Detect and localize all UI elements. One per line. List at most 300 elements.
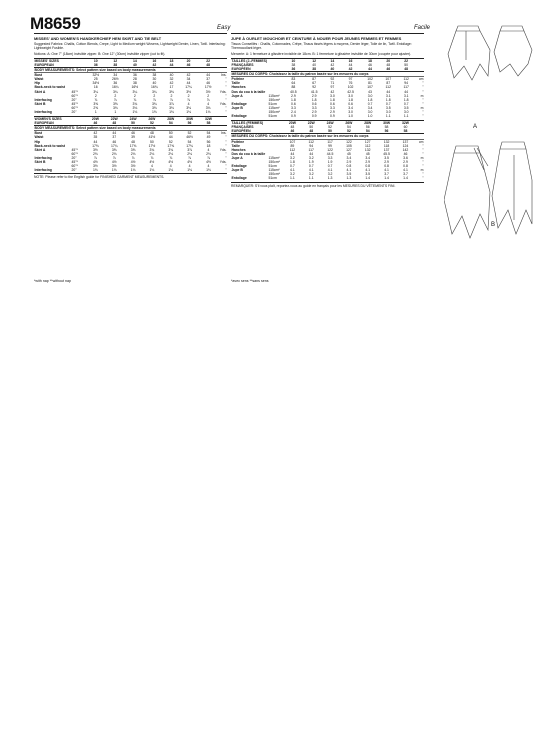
measurement-cell: 4 [207, 147, 210, 152]
unit-cell: " [225, 143, 227, 148]
measurement-cell: 17½ [148, 143, 156, 148]
skirt-b-front-drawing [444, 146, 490, 238]
measurement-cell: 46 [206, 81, 211, 86]
measurement-cell: 0.9 [330, 114, 335, 119]
row-sublabel: 45"* [71, 101, 78, 106]
measurement-cell: 2⅛ [187, 151, 192, 156]
row-label: Back-neck to waist [34, 85, 66, 90]
measurement-cell: 38 [132, 81, 137, 86]
measurement-cell: 25 [93, 77, 98, 82]
measurement-cell: 2 [114, 93, 117, 98]
size-header-cell: 22 [397, 58, 415, 63]
measurement-cell: 1.9 [308, 160, 314, 165]
measurement-cell: 4½ [187, 160, 192, 165]
measurement-cell: 3.5 [403, 105, 409, 110]
measurement-cell: 3¼ [152, 89, 157, 94]
unit-cell: " [225, 135, 227, 140]
measurement-cell: 3.0 [330, 93, 335, 98]
measurement-cell: 3⅛ [205, 105, 211, 110]
size-header-cell: 28W [358, 121, 377, 126]
measurement-cell: 36 [132, 73, 137, 78]
measurement-cell: 17¾ [186, 143, 193, 148]
measurement-cell: 44 [290, 151, 295, 156]
measurement-cell: 4½ [168, 160, 174, 165]
unit-cell: m [420, 105, 424, 110]
european-size-cell: 50 [124, 121, 143, 126]
measurement-cell: 2 [187, 93, 190, 98]
european-size-cell: 52 [142, 121, 161, 126]
french-size-cell: 52 [328, 125, 332, 130]
european-size-cell: 46 [86, 121, 105, 126]
measurement-row [34, 110, 227, 114]
size-header-cell: 32W [396, 121, 415, 126]
measurement-cell: 42 [169, 81, 174, 86]
measurement-cell: 2 [153, 93, 156, 98]
measurement-cell: 3½ [111, 164, 117, 169]
french-note: REMARQUER: S'il vous plaît, reportez-vous au guide en français pour les MESURES DU VÊTEMENTS FINI. [231, 182, 424, 188]
measurement-cell: 50 [168, 131, 173, 136]
european-size-cell: 42 [340, 67, 361, 72]
unit-cell: " [225, 97, 227, 102]
measurement-cell: 44 [168, 135, 173, 140]
measurement-cell: 97 [330, 85, 335, 90]
measurement-cell: 4 [207, 164, 210, 169]
measurement-cell: 3.2 [290, 155, 295, 160]
measurement-cell: 1.3 [327, 176, 333, 181]
row-label: Jupe B [231, 168, 243, 173]
unit-cell: " [225, 139, 227, 144]
measurement-cell: 112 [403, 77, 409, 82]
measurement-cell: 132 [383, 139, 390, 144]
european-size-cell: 56 [180, 121, 199, 126]
measurement-cell: 0.6 [330, 101, 335, 106]
french-size-cell: 48 [386, 62, 391, 67]
european-size-cell: 40 [325, 67, 341, 72]
measurement-cell: 45 [347, 151, 351, 156]
row-label: Hanches [231, 85, 246, 90]
measurement-cell: 54 [187, 139, 192, 144]
measurement-cell: 4.1 [384, 168, 389, 173]
european-size-cell: 44 [164, 63, 179, 68]
measurement-cell: 4½ [93, 160, 98, 165]
measurement-cell: 34½ [92, 81, 100, 86]
measurement-cell: 1.8 [367, 97, 373, 102]
measurement-cell: 0.8 [384, 164, 389, 169]
measurement-cell: 2⅛ [168, 151, 174, 156]
measurement-cell: 2.9 [384, 160, 389, 165]
english-title: MISSES' AND WOMEN'S HANDKERCHIEF HEM SKIRT AND TIE BELT [34, 36, 162, 41]
measurement-cell: 3½ [130, 164, 136, 169]
measurement-cell: 17⅜ [129, 143, 137, 148]
measurement-cell: 2⅛ [111, 151, 117, 156]
european-size-cell: 40 [125, 63, 145, 68]
unit-cell: " [225, 168, 227, 173]
measurement-cell: 3¾ [132, 101, 138, 106]
row-sublabel: 51cm [268, 164, 277, 169]
measurement-cell: 124 [402, 143, 409, 148]
measurement-cell: 40.5 [290, 89, 297, 94]
row-label: Waist [34, 77, 44, 82]
measurement-cell: 32½ [92, 73, 100, 78]
measurement-cell: 16½ [131, 85, 139, 90]
row-sublabel: 20" [71, 97, 77, 102]
measurement-cell: 3.5 [365, 172, 371, 177]
measurement-cell: 3⅝ [130, 147, 136, 152]
row-sublabel: 115cm* [268, 93, 280, 98]
measurement-cell: 67 [312, 81, 317, 86]
measurement-cell: 48 [131, 139, 135, 144]
measurement-cell: 0.8 [365, 164, 371, 169]
measurement-cell: 81 [368, 81, 372, 86]
measurement-cell: 3.1 [403, 93, 409, 98]
measurement-cell: 3.2 [327, 172, 333, 177]
measurement-cell: 127 [346, 147, 352, 152]
french-header [231, 25, 431, 34]
size-header-cell: 22W [302, 121, 321, 126]
measurement-cell: 3.5 [384, 155, 389, 160]
measurement-cell: 3⅛ [186, 105, 191, 110]
measurement-cell: 1.8 [403, 97, 409, 102]
skirt-illustrations [444, 20, 534, 280]
size-header-cell: 16 [340, 58, 361, 63]
measurement-cell: 45.5 [383, 151, 390, 156]
french-size-cell: 56 [365, 125, 370, 130]
unit-cell: " [225, 85, 227, 90]
size-header-cell: 20W [283, 121, 302, 126]
french-size-cell: 58 [384, 125, 389, 130]
measurement-cell: 0.7 [403, 101, 409, 106]
measurement-cell: 1.9 [327, 160, 333, 165]
size-header-cell: 18 [361, 58, 379, 63]
skirt-b-back-drawing [492, 142, 532, 234]
measurement-cell: 42 [186, 73, 191, 78]
measurement-cell: 3.0 [367, 93, 373, 98]
row-label: Bust [34, 131, 43, 136]
measurement-cell: 3¾ [168, 147, 174, 152]
size-header-cell: 10 [86, 58, 106, 63]
row-label: Taille [231, 81, 240, 86]
size-header-cell: 12 [304, 58, 325, 63]
women-size-table-fr [231, 120, 424, 180]
measurement-cell: 44 [309, 151, 314, 156]
measurement-cell: 0.8 [346, 164, 352, 169]
measurement-cell: 2⅝ [93, 105, 99, 110]
measurement-cell: 17¼ [185, 85, 192, 90]
european-size-cell: 58 [199, 121, 218, 126]
french-size-cell: 38 [291, 62, 296, 67]
unit-cell: " [422, 147, 424, 152]
row-label: Interfacing [34, 97, 52, 102]
measurement-cell: 2.9 [311, 110, 317, 115]
unit-cell: " [422, 101, 424, 106]
measurement-cell: 3.4 [365, 155, 371, 160]
measurement-cell: 1.8 [311, 97, 317, 102]
measurement-cell: 52 [168, 139, 173, 144]
measurement-cell: 46½ [186, 135, 193, 140]
measurement-cell: ⅞ [207, 155, 210, 160]
measurement-cell: 17½ [204, 85, 212, 90]
measurement-cell: 1⅛ [169, 110, 174, 115]
measurement-cell: 117 [327, 139, 333, 144]
measurement-cell: 1⅛ [111, 168, 117, 173]
measurement-cell: 94 [309, 143, 314, 148]
measurement-cell: 3½ [93, 164, 98, 169]
measurement-cell: 37 [206, 77, 211, 82]
measurement-cell: 26½ [111, 77, 119, 82]
measurement-cell: 1.8 [291, 97, 296, 102]
size-header-cell: 20 [379, 58, 397, 63]
measurement-cell: 99 [328, 143, 332, 148]
measurement-cell: 34 [186, 77, 191, 82]
row-sublabel: 51cm [268, 176, 277, 181]
unit-cell: " [422, 85, 424, 90]
row-sublabel: 150cm* [268, 160, 280, 165]
measurement-cell: 41.5 [310, 89, 318, 94]
measurement-cell: 2.9 [330, 110, 335, 115]
measurement-cell: 48 [150, 131, 154, 136]
row-label: Entoilage [231, 176, 247, 181]
measurement-cell: 3½ [186, 89, 191, 94]
european-size-cell: 56 [377, 129, 396, 134]
measurement-cell: 17⅝ [167, 143, 175, 148]
measurement-row [231, 114, 424, 118]
size-header-cell: 16 [145, 58, 165, 63]
measurement-cell: 3.5 [385, 105, 391, 110]
french-size-cell: 54 [347, 125, 351, 130]
measurement-cell: 4.1 [365, 168, 371, 173]
measurement-cell: 137 [402, 139, 409, 144]
unit-cell: cm [418, 77, 424, 82]
french-fabrics: Tissus Conseillés : Challis, Cotonnades, Crêpe, Tissus tissés légers à moyens, Denim léger, Toile de lin, Twill. Entoilage: Thermocollant léger. [231, 42, 412, 51]
european-size-label: EUROPÉEN [231, 129, 283, 134]
size-header-cell: 26W [142, 117, 161, 122]
row-label: Waist [34, 135, 44, 140]
french-title: JUPE À OURLET MOUCHOIR ET CEINTURE À NOUER POUR JEUNES FEMMES ET FEMMES [231, 36, 402, 41]
measurement-cell: 1⅛ [206, 168, 211, 173]
size-header-label: TAILLES (FEMMES) [231, 121, 283, 126]
measurement-cell: 0.7 [308, 164, 314, 169]
measurement-cell: 0.9 [311, 114, 317, 119]
measurement-cell: 1.8 [330, 97, 335, 102]
measurement-cell: 1⅛ [130, 168, 136, 173]
measurement-cell: 1.0 [367, 114, 373, 119]
measurement-cell: 102 [347, 85, 354, 90]
measurement-cell: 3⅛ [112, 105, 118, 110]
row-sublabel: 150cm* [268, 110, 280, 115]
size-header-label: WOMEN'S SIZES [34, 117, 86, 122]
french-size-cell: 46 [368, 62, 372, 67]
row-label: Skirt B [34, 160, 46, 165]
unit-cell: Ins. [221, 131, 227, 136]
row-label: Entoilage [231, 101, 247, 106]
measurement-cell: 1 [94, 110, 97, 115]
measurement-cell: 1.1 [290, 176, 295, 181]
unit-cell: " [225, 110, 227, 115]
difficulty-facile: Facile [414, 25, 431, 31]
measurement-cell: 4 [207, 101, 210, 106]
french-size-cell: 50 [404, 62, 409, 67]
size-header-cell: 14 [325, 58, 341, 63]
measurement-cell: 4 [150, 164, 153, 169]
english-fabrics: Suggested Fabrics: Challis, Cotton Blends, Crepe, Light to Medium weight Wovens, Lightweight Denim, Linen, Twill. Interfacing: Lightweight Fusible. [34, 42, 226, 51]
european-size-cell: 42 [145, 63, 165, 68]
row-sublabel: 45"* [71, 147, 78, 152]
skirt-a-back-drawing [494, 26, 532, 76]
measurement-cell: 2 [207, 93, 210, 98]
measurement-cell: 0.7 [367, 101, 373, 106]
european-size-cell: 54 [161, 121, 180, 126]
measurement-row [231, 176, 424, 180]
skirt-line-drawings [444, 20, 534, 280]
measurement-cell: 3.0 [348, 110, 353, 115]
english-column [34, 25, 231, 180]
unit-cell: " [422, 164, 424, 169]
size-header-cell: 30W [180, 117, 199, 122]
measurement-cell: 122 [327, 147, 333, 152]
measurement-cell: 42 [330, 89, 335, 94]
european-size-cell: 46 [379, 67, 397, 72]
measurement-cell: 52 [187, 131, 192, 136]
measurement-cell: 3⅛ [132, 105, 138, 110]
french-size-label: FRANÇAISES [231, 62, 254, 67]
unit-cell: Ins. [221, 73, 227, 78]
size-header-cell: 30W [377, 121, 396, 126]
european-size-label: EUROPÉEN [231, 67, 283, 72]
row-label: Entoilage [231, 164, 247, 169]
women-size-table [34, 116, 227, 172]
measurement-cell: 1.8 [348, 97, 353, 102]
measurement-cell: 41½ [148, 135, 156, 140]
french-size-cell: 42 [330, 62, 335, 67]
european-size-cell: 58 [396, 129, 415, 134]
unit-cell: " [225, 155, 227, 160]
unit-cell: Yds. [219, 101, 227, 106]
measurement-cell: ⅞ [94, 97, 98, 102]
measurement-cell: 54 [206, 131, 211, 136]
measurement-cell: 40 [169, 73, 174, 78]
measurement-cell: 4½ [111, 160, 117, 165]
row-label: Skirt B [34, 101, 46, 106]
row-sublabel: 20" [71, 168, 77, 173]
row-label: Hip [34, 81, 40, 86]
measurement-cell: 44 [386, 89, 391, 94]
french-footnote: *avec sens **sans sens [231, 279, 269, 283]
row-label: Interfacing [34, 110, 52, 115]
unit-cell: " [422, 97, 424, 102]
measurement-cell: 3.0 [385, 110, 391, 115]
row-label: Interfacing [34, 155, 52, 160]
measurement-cell: 94 [404, 81, 409, 86]
european-size-cell: 36 [86, 63, 106, 68]
measurement-cell: 87 [386, 81, 391, 86]
row-sublabel: 60"* [71, 164, 78, 169]
unit-cell: " [422, 176, 424, 181]
measurement-cell: 1.4 [384, 176, 389, 181]
measurement-cell: 2⅛ [149, 151, 155, 156]
measurement-cell: 2.9 [311, 93, 317, 98]
measurement-cell: 89 [290, 143, 295, 148]
measurement-cell: 92 [330, 77, 335, 82]
measurement-cell: 3.3 [291, 105, 296, 110]
measurement-cell: 1.4 [365, 176, 371, 181]
unit-cell: " [225, 151, 227, 156]
measurement-cell: 1.8 [385, 97, 391, 102]
pattern-number: M8659 [30, 14, 81, 33]
unit-cell: m [420, 168, 424, 173]
measurement-cell: 112 [385, 85, 391, 90]
measurement-cell: 107 [385, 77, 392, 82]
measurement-cell: 88 [291, 85, 296, 90]
row-label: Hip [34, 139, 40, 144]
measurement-row [34, 168, 227, 172]
size-header-cell: 22 [198, 58, 218, 63]
measurement-cell: ⅞ [187, 97, 190, 102]
size-header-cell: 14 [125, 58, 145, 63]
french-notions: Mercerie: A: 1 fermeture à glissière invisible de 18cm. B: 1 fermeture à glissière invisible de 30cm (coupée pour ajuster). [231, 51, 412, 56]
row-label: Jupe A [231, 93, 243, 98]
measurement-cell: 3⅞ [187, 147, 192, 152]
misses-size-table [34, 58, 227, 114]
measurement-cell: 44 [404, 89, 409, 94]
measurement-cell: 71 [330, 81, 335, 86]
measurement-cell: 105 [346, 143, 352, 148]
unit-cell: Yds. [219, 160, 227, 165]
european-size-cell: 46 [283, 129, 302, 134]
measurement-cell: ⅞ [94, 155, 97, 160]
measurement-cell: 0.9 [291, 114, 296, 119]
french-size-cell: 60 [403, 125, 408, 130]
measurement-cell: 1.0 [348, 114, 353, 119]
measurement-cell: 4 [187, 101, 190, 106]
measurement-cell: 3.0 [367, 110, 373, 115]
size-header-label: TAILLES (J.-FEMMES) [231, 58, 283, 63]
measurement-cell: 45 [365, 151, 370, 156]
measurement-cell: 1.1 [308, 176, 314, 181]
measurement-cell: 112 [365, 143, 371, 148]
size-header-cell: 20 [179, 58, 199, 63]
measurement-cell: 4 [188, 164, 191, 169]
measurement-cell: 3⅛ [169, 105, 174, 110]
measurement-cell: 44 [206, 73, 211, 78]
measurement-cell: 3.2 [308, 172, 314, 177]
measurement-cell: 102 [367, 77, 373, 82]
measurement-cell: 3.1 [385, 93, 391, 98]
row-sublabel: 45"* [71, 160, 78, 165]
unit-cell: " [225, 77, 227, 82]
measurement-cell: 44 [93, 139, 98, 144]
unit-cell: " [422, 81, 424, 86]
unit-cell: m [420, 93, 424, 98]
measurement-cell: 2⅛ [93, 151, 98, 156]
measurement-cell: 112 [308, 139, 314, 144]
measurement-cell: 39 [131, 135, 135, 140]
measurement-cell: 3.3 [327, 155, 333, 160]
measurement-cell: 4.1 [403, 168, 408, 173]
measurement-cell: ⅞ [170, 97, 173, 102]
row-label: Back-neck to waist [34, 143, 66, 148]
measurement-cell: 16¾ [151, 85, 158, 90]
measurement-cell: 4.1 [346, 168, 352, 173]
measurement-cell: 142 [402, 147, 409, 152]
unit-cell: " [225, 93, 227, 98]
measurement-cell: 2.4 [291, 110, 296, 115]
measurement-cell: 1⅛ [186, 110, 191, 115]
measurement-cell: 1⅛ [132, 110, 138, 115]
row-sublabel: 150cm* [268, 97, 280, 102]
european-size-label: EUROPEAN [34, 121, 86, 126]
measurement-cell: 3¾ [149, 147, 155, 152]
row-sublabel: 51cm [268, 101, 277, 106]
